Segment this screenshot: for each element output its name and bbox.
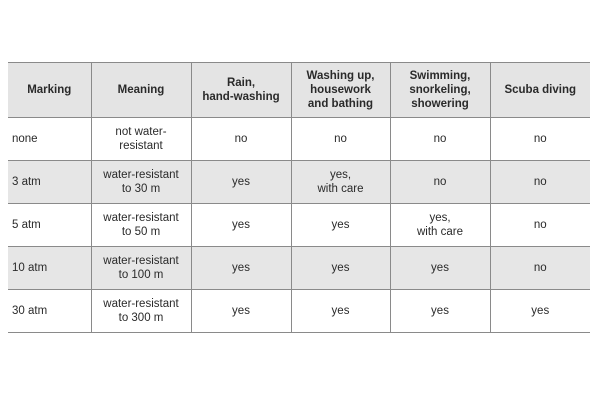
table-row bbox=[8, 247, 590, 290]
cell-rain: yes bbox=[191, 290, 291, 333]
cell-rain: yes bbox=[191, 247, 291, 290]
cell-swimming: no bbox=[390, 118, 490, 161]
cell-meaning: water-resistant to 50 m bbox=[91, 204, 191, 247]
cell-swimming: yes bbox=[390, 290, 490, 333]
cell-scuba: no bbox=[490, 204, 590, 247]
header-swimming: Swimming, snorkeling, showering bbox=[390, 63, 490, 118]
cell-meaning: not water- resistant bbox=[91, 118, 191, 161]
cell-marking: 3 atm bbox=[8, 161, 91, 204]
cell-scuba: no bbox=[490, 247, 590, 290]
cell-rain: yes bbox=[191, 204, 291, 247]
table-body bbox=[8, 118, 590, 333]
cell-rain: yes bbox=[191, 161, 291, 204]
table-row bbox=[8, 290, 590, 333]
cell-swimming: yes, with care bbox=[390, 204, 490, 247]
cell-swimming: yes bbox=[390, 247, 490, 290]
header-row bbox=[8, 63, 590, 118]
header-rain-hand-washing: Rain, hand-washing bbox=[191, 63, 291, 118]
cell-meaning: water-resistant to 100 m bbox=[91, 247, 191, 290]
table-header bbox=[8, 63, 590, 118]
cell-scuba: no bbox=[490, 161, 590, 204]
header-meaning: Meaning bbox=[91, 63, 191, 118]
cell-swimming: no bbox=[390, 161, 490, 204]
cell-scuba: no bbox=[490, 118, 590, 161]
cell-meaning: water-resistant to 30 m bbox=[91, 161, 191, 204]
cell-washing-up: yes bbox=[291, 247, 390, 290]
table-row bbox=[8, 204, 590, 247]
water-resistance-table bbox=[8, 62, 590, 333]
table-row bbox=[8, 118, 590, 161]
cell-rain: no bbox=[191, 118, 291, 161]
header-scuba-diving: Scuba diving bbox=[490, 63, 590, 118]
cell-washing-up: yes bbox=[291, 204, 390, 247]
cell-washing-up: yes bbox=[291, 290, 390, 333]
header-marking: Marking bbox=[8, 63, 91, 118]
cell-washing-up: yes, with care bbox=[291, 161, 390, 204]
table-row bbox=[8, 161, 590, 204]
header-washing-up: Washing up, housework and bathing bbox=[291, 63, 390, 118]
cell-scuba: yes bbox=[490, 290, 590, 333]
cell-marking: none bbox=[8, 118, 91, 161]
cell-marking: 10 atm bbox=[8, 247, 91, 290]
cell-marking: 30 atm bbox=[8, 290, 91, 333]
cell-meaning: water-resistant to 300 m bbox=[91, 290, 191, 333]
cell-washing-up: no bbox=[291, 118, 390, 161]
cell-marking: 5 atm bbox=[8, 204, 91, 247]
